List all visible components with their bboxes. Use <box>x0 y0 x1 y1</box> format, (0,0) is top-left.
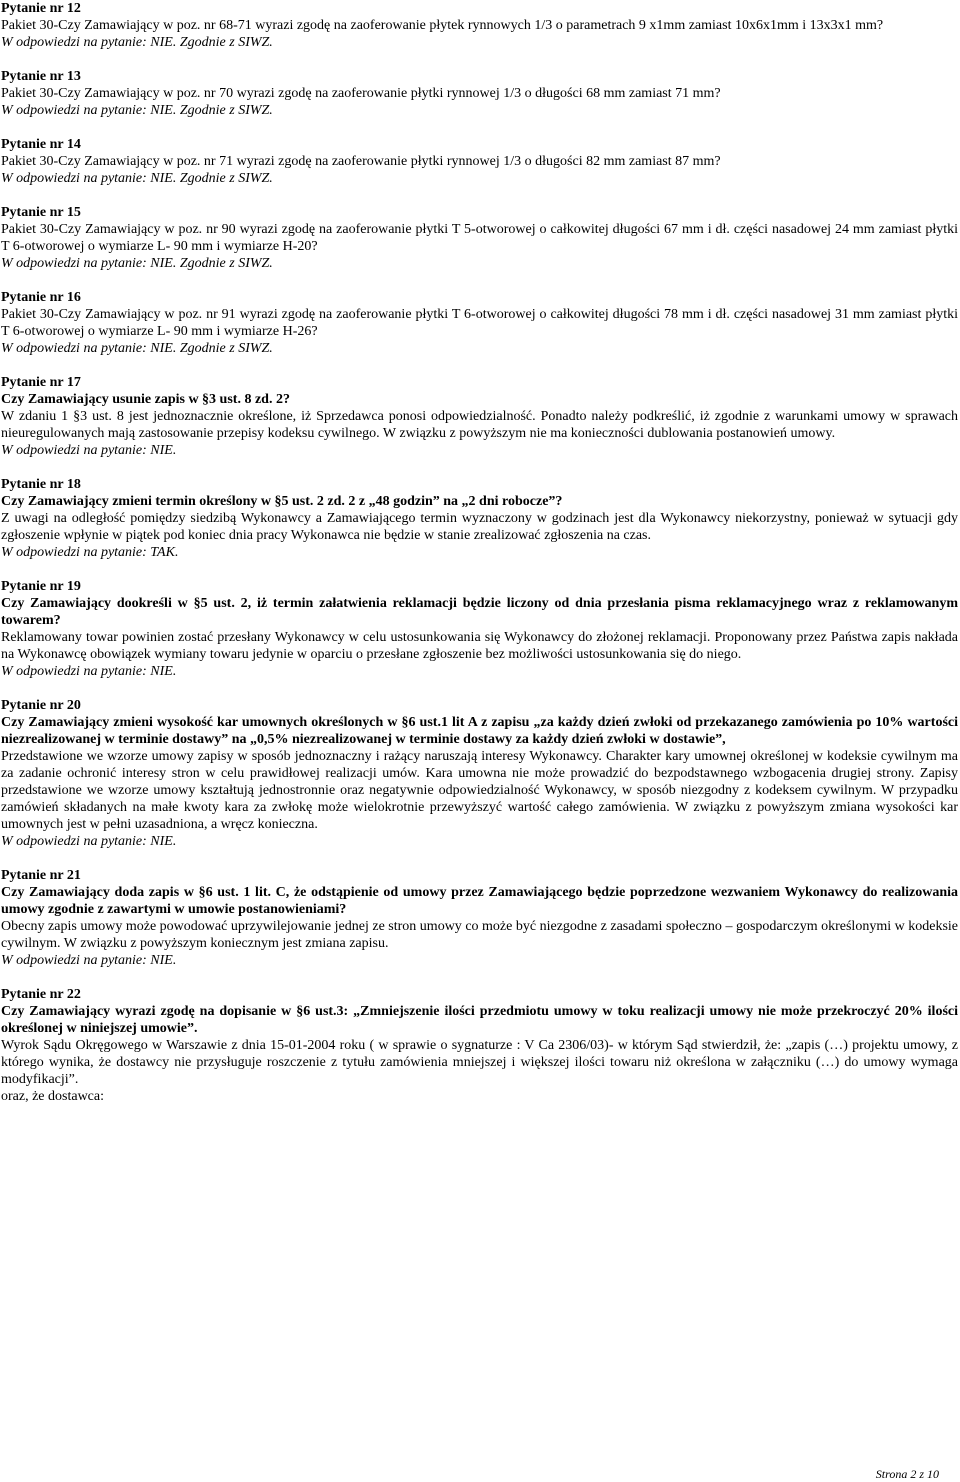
question-title: Pytanie nr 12 <box>1 1 81 16</box>
answer-verdict: W odpowiedzi na pytanie: NIE. Zgodnie z SIWZ. <box>1 103 273 118</box>
question-title: Pytanie nr 20 <box>1 698 81 713</box>
answer-text: Z uwagi na odległość pomiędzy siedzibą Wykonawcy a Zamawiającego termin wyznaczony w godzinach jest dla Wykonawcy niekorzystny, ponieważ w sytuacji gdy zgłoszenie wpłynie w piątek pod koniec dnia pracy Wykonawca nie będzie w stanie zrealizować zgłoszenia na czas. <box>1 511 958 543</box>
question-block <box>1 867 958 969</box>
answer-text: Reklamowany towar powinien zostać przesłany Wykonawcy w celu ustosunkowania się Wykonawcy do złożonej reklamacji. Proponowany przez Państwa zapis nakłada na Wykonawcę obowiązek wymiany towaru jedynie w oparciu o przesłane zgłoszenie bez możliwości ustosunkowania się do niego. <box>1 630 958 662</box>
question-title: Pytanie nr 17 <box>1 375 81 390</box>
answer-text: Przedstawione we wzorze umowy zapisy w sposób jednoznaczny i rażący naruszają interesy Wykonawcy. Charakter kary umownej określonej w kodeksie cywilnym ma za zadanie ochronić interesy stron w celu prawidłowej realizacji umów. Kara umowna nie może prowadzić do bezpodstawnego wzbogacenia drugiej strony. Zapisy przedstawione we wzorze umowy kształtują jednostronnie oraz negatywnie odpowiedzialność Wykonawcy, w sposób niezgodny z kodeksem cywilnym. W przypadku zamówień składanych na małe kwoty kara za zwłokę może wielokrotnie przewyższyć wartość całego zamówienia. W związku z powyższym zmiana wysokości kar umownych jest w pełni uzasadniona, a wręcz konieczna. <box>1 749 958 832</box>
question-title: Pytanie nr 18 <box>1 477 81 492</box>
question-block <box>1 986 958 1105</box>
question-title: Pytanie nr 14 <box>1 137 81 152</box>
question-title: Pytanie nr 22 <box>1 987 81 1002</box>
question-text: Pakiet 30-Czy Zamawiający w poz. nr 70 wyrazi zgodę na zaoferowanie płytki rynnowej 1/3 o długości 68 mm zamiast 71 mm? <box>1 86 721 101</box>
question-text: Pakiet 30-Czy Zamawiający w poz. nr 91 wyrazi zgodę na zaoferowanie płytki T 6-otworowej o całkowitej długości 78 mm i dł. części nasadowej 31 mm zamiast płytki T 6-otworowej o wymiarze L- 90 mm i wymiarze H-26? <box>1 307 958 339</box>
question-title: Pytanie nr 19 <box>1 579 81 594</box>
answer-verdict: W odpowiedzi na pytanie: NIE. Zgodnie z SIWZ. <box>1 171 273 186</box>
question-block <box>1 136 958 187</box>
answer-text: Obecny zapis umowy może powodować uprzywilejowanie jednej ze stron umowy co może być niezgodne z zasadami społeczno – gospodarczym określonymi w kodeksie cywilnym. W związku z powyższym koniecznym jest zmiana zapisu. <box>1 919 958 951</box>
question-title: Pytanie nr 13 <box>1 69 81 84</box>
question-text: Pakiet 30-Czy Zamawiający w poz. nr 68-71 wyrazi zgodę na zaoferowanie płytek rynnowych 1/3 o parametrach 9 x1mm zamiast 10x6x1mm i 13x3x1 mm? <box>1 18 884 33</box>
question-text: Czy Zamawiający zmieni wysokość kar umownych określonych w §6 ust.1 lit A z zapisu „za każdy dzień zwłoki od przekazanego zamówienia po 10% wartości niezrealizowanej w terminie dostawy” na „0,5% niezrealizowanej w terminie dostawy za każdy dzień zwłoki w dostawie”, <box>1 715 958 747</box>
question-block <box>1 374 958 459</box>
question-text: Pakiet 30-Czy Zamawiający w poz. nr 71 wyrazi zgodę na zaoferowanie płytki rynnowej 1/3 o długości 82 mm zamiast 87 mm? <box>1 154 721 169</box>
answer-verdict: W odpowiedzi na pytanie: NIE. <box>1 953 177 968</box>
answer-verdict: W odpowiedzi na pytanie: NIE. <box>1 443 177 458</box>
answer-verdict: W odpowiedzi na pytanie: NIE. <box>1 834 177 849</box>
answer-text: W zdaniu 1 §3 ust. 8 jest jednoznacznie określone, iż Sprzedawca ponosi odpowiedzialność. Ponadto należy podkreślić, iż zgodnie z warunkami umowy w sprawach nieuregulowanych mają zastosowanie przepisy kodeksu cywilnego. W związku z powyższym nie ma konieczności dublowania postanowień umowy. <box>1 409 958 441</box>
answer-verdict: W odpowiedzi na pytanie: NIE. Zgodnie z SIWZ. <box>1 256 273 271</box>
question-block <box>1 204 958 272</box>
question-text: Czy Zamawiający wyrazi zgodę na dopisanie w §6 ust.3: „Zmniejszenie ilości przedmiotu umowy w toku realizacji umowy nie może przekroczyć 20% ilości określonej w niniejszej umowie”. <box>1 1004 958 1036</box>
page-number: Strona 2 z 10 <box>875 1467 939 1481</box>
answer-text: Wyrok Sądu Okręgowego w Warszawie z dnia 15-01-2004 roku ( w sprawie o sygnaturze : V Ca 2306/03)- w którym Sąd stwierdził, że: „zapis (…) projektu umowy, z którego wynika, że dostawcy nie przysługuje roszczenie z tytułu zamówienia mniejszej i większej ilości towaru niż określona w załączniku (…) do umowy wymaga modyfikacji”. <box>1 1038 958 1087</box>
question-text: Czy Zamawiający usunie zapis w §3 ust. 8 zd. 2? <box>1 392 290 407</box>
answer-verdict: W odpowiedzi na pytanie: NIE. Zgodnie z SIWZ. <box>1 341 273 356</box>
question-title: Pytanie nr 16 <box>1 290 81 305</box>
question-title: Pytanie nr 21 <box>1 868 81 883</box>
question-block <box>1 0 958 51</box>
question-block <box>1 476 958 561</box>
answer-verdict: W odpowiedzi na pytanie: NIE. <box>1 664 177 679</box>
question-title: Pytanie nr 15 <box>1 205 81 220</box>
question-block <box>1 68 958 119</box>
question-block <box>1 578 958 680</box>
question-block <box>1 697 958 850</box>
question-text: Czy Zamawiający dookreśli w §5 ust. 2, iż termin załatwienia reklamacji będzie liczony od dnia przesłania pisma reklamacyjnego wraz z reklamowanym towarem? <box>1 596 958 628</box>
answer-verdict: W odpowiedzi na pytanie: NIE. Zgodnie z SIWZ. <box>1 35 273 50</box>
question-text: Czy Zamawiający zmieni termin określony w §5 ust. 2 zd. 2 z „48 godzin” na „2 dni robocze”? <box>1 494 563 509</box>
question-block <box>1 289 958 357</box>
question-text: Pakiet 30-Czy Zamawiający w poz. nr 90 wyrazi zgodę na zaoferowanie płytki T 5-otworowej o całkowitej długości 67 mm i dł. części nasadowej 24 mm zamiast płytki T 6-otworowej o wymiarze L- 90 mm i wymiarze H-20? <box>1 222 958 254</box>
question-text: Czy Zamawiający doda zapis w §6 ust. 1 lit. C, że odstąpienie od umowy przez Zamawiającego będzie poprzedzone wezwaniem Wykonawcy do realizowania umowy zgodnie z zawartymi w umowie postanowieniami? <box>1 885 958 917</box>
answer-continuation: oraz, że dostawca: <box>1 1089 104 1104</box>
answer-verdict: W odpowiedzi na pytanie: TAK. <box>1 545 179 560</box>
